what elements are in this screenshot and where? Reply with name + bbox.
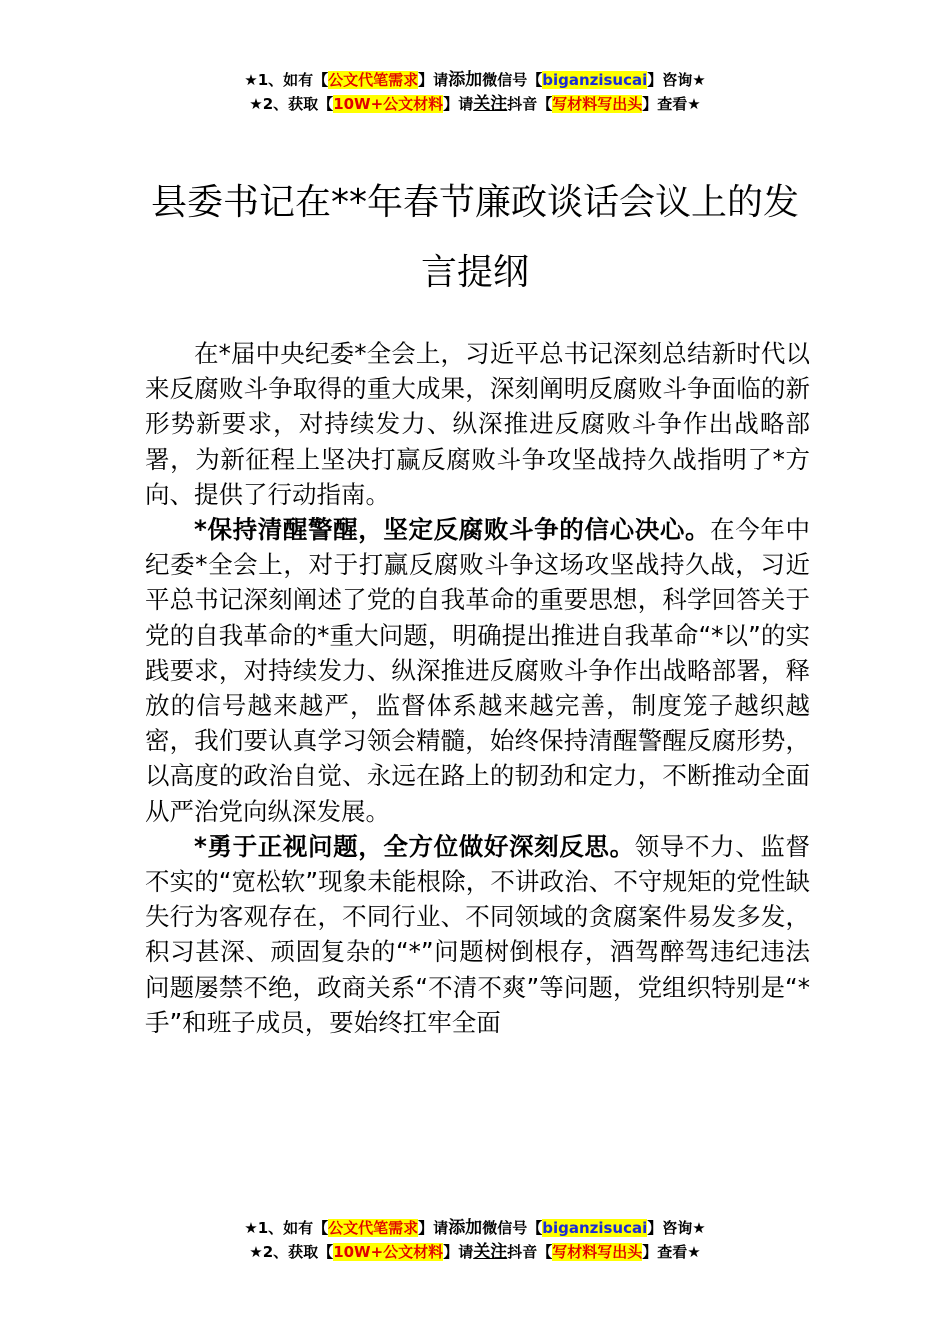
banner-text: 】查看★ [642,1243,701,1261]
section-heading: *勇于正视问题，全方位做好深刻反思。 [194,831,635,861]
banner-text: ★1、如有【 [244,71,329,89]
banner-highlight: 公文代笔需求 [328,71,419,89]
paragraph-section-1 [145,512,810,829]
banner-highlight: 公文代笔需求 [328,1219,419,1237]
banner-text: ★2、获取【 [249,1243,334,1261]
banner-highlight: 10W+公文材料 [333,1243,444,1261]
paragraph-intro: 在*届中央纪委*全会上，习近平总书记深刻总结新时代以来反腐败斗争取得的重大成果，深刻阐明反腐败斗争面临的新形势新要求，对持续发力、纵深推进反腐败斗争作出战略部署，为新征程上坚决打赢反腐败斗争攻坚战持久战指明了*方向、提供了行动指南。 [145,339,810,509]
document-title: 县委书记在**年春节廉政谈话会议上的发言提纲 [150,182,799,293]
banner-highlight: 写材料写出头 [552,95,643,113]
banner-line-2 [0,92,950,116]
document-body [145,336,810,1040]
section-body: 领导不力、监督不实的“宽松软”现象未能根除，不讲政治、不守规矩的党性缺失行为客观存在，不同行业、不同领域的贪腐案件易发多发，积习甚深、顽固复杂的“*”问题树倒根存，酒驾醉驾违纪违法问题屡禁不绝，政商关系“不清不爽”等问题，党组织特别是“*手”和班子成员，要始终扛牢全面 [145,831,810,1037]
banner-text: 抖音【 [507,1243,553,1261]
banner-highlight: 10W+公文材料 [333,95,444,113]
banner-line-1 [0,1216,950,1240]
banner-text: 】请 [418,1219,449,1237]
banner-emphasis: 关注 [473,1242,508,1262]
banner-line-1 [0,68,950,92]
banner-text: 微信号【 [482,71,543,89]
banner-highlight: 写材料写出头 [552,1243,643,1261]
section-heading: *保持清醒警醒，坚定反腐败斗争的信心决心。 [194,515,711,545]
section-body: 在今年中纪委*全会上，对于打赢反腐败斗争这场攻坚战持久战，习近平总书记深刻阐述了党的自我革命的重要思想，科学回答关于党的自我革命的*重大问题，明确提出推进自我革命“*以”的实践要求，对持续发力、纵深推进反腐败斗争作出战略部署，释放的信号越来越严，监督体系越来越完善，制度笼子越织越密，我们要认真学习领会精髓，始终保持清醒警醒反腐形势，以高度的政治自觉、永远在路上的韧劲和定力，不断推动全面从严治党向纵深发展。 [145,515,811,826]
banner-emphasis: 添加 [448,70,483,90]
paragraph-section-2 [145,829,810,1040]
banner-emphasis: 添加 [448,1218,483,1238]
banner-text: 抖音【 [507,95,553,113]
banner-text: 】请 [418,71,449,89]
banner-text: ★2、获取【 [249,95,334,113]
banner-text: ★1、如有【 [244,1219,329,1237]
banner-text: 】请 [443,95,474,113]
banner-text: 微信号【 [482,1219,543,1237]
banner-text: 】咨询★ [647,1219,706,1237]
banner-line-2 [0,1240,950,1264]
banner-text: 】咨询★ [647,71,706,89]
banner-wechat-id: biganzisucai [542,71,648,89]
banner-emphasis: 关注 [473,94,508,114]
banner-wechat-id: biganzisucai [542,1219,648,1237]
footer-banner [0,1216,950,1264]
banner-text: 】请 [443,1243,474,1261]
banner-text: 】查看★ [642,95,701,113]
header-banner [0,68,950,116]
